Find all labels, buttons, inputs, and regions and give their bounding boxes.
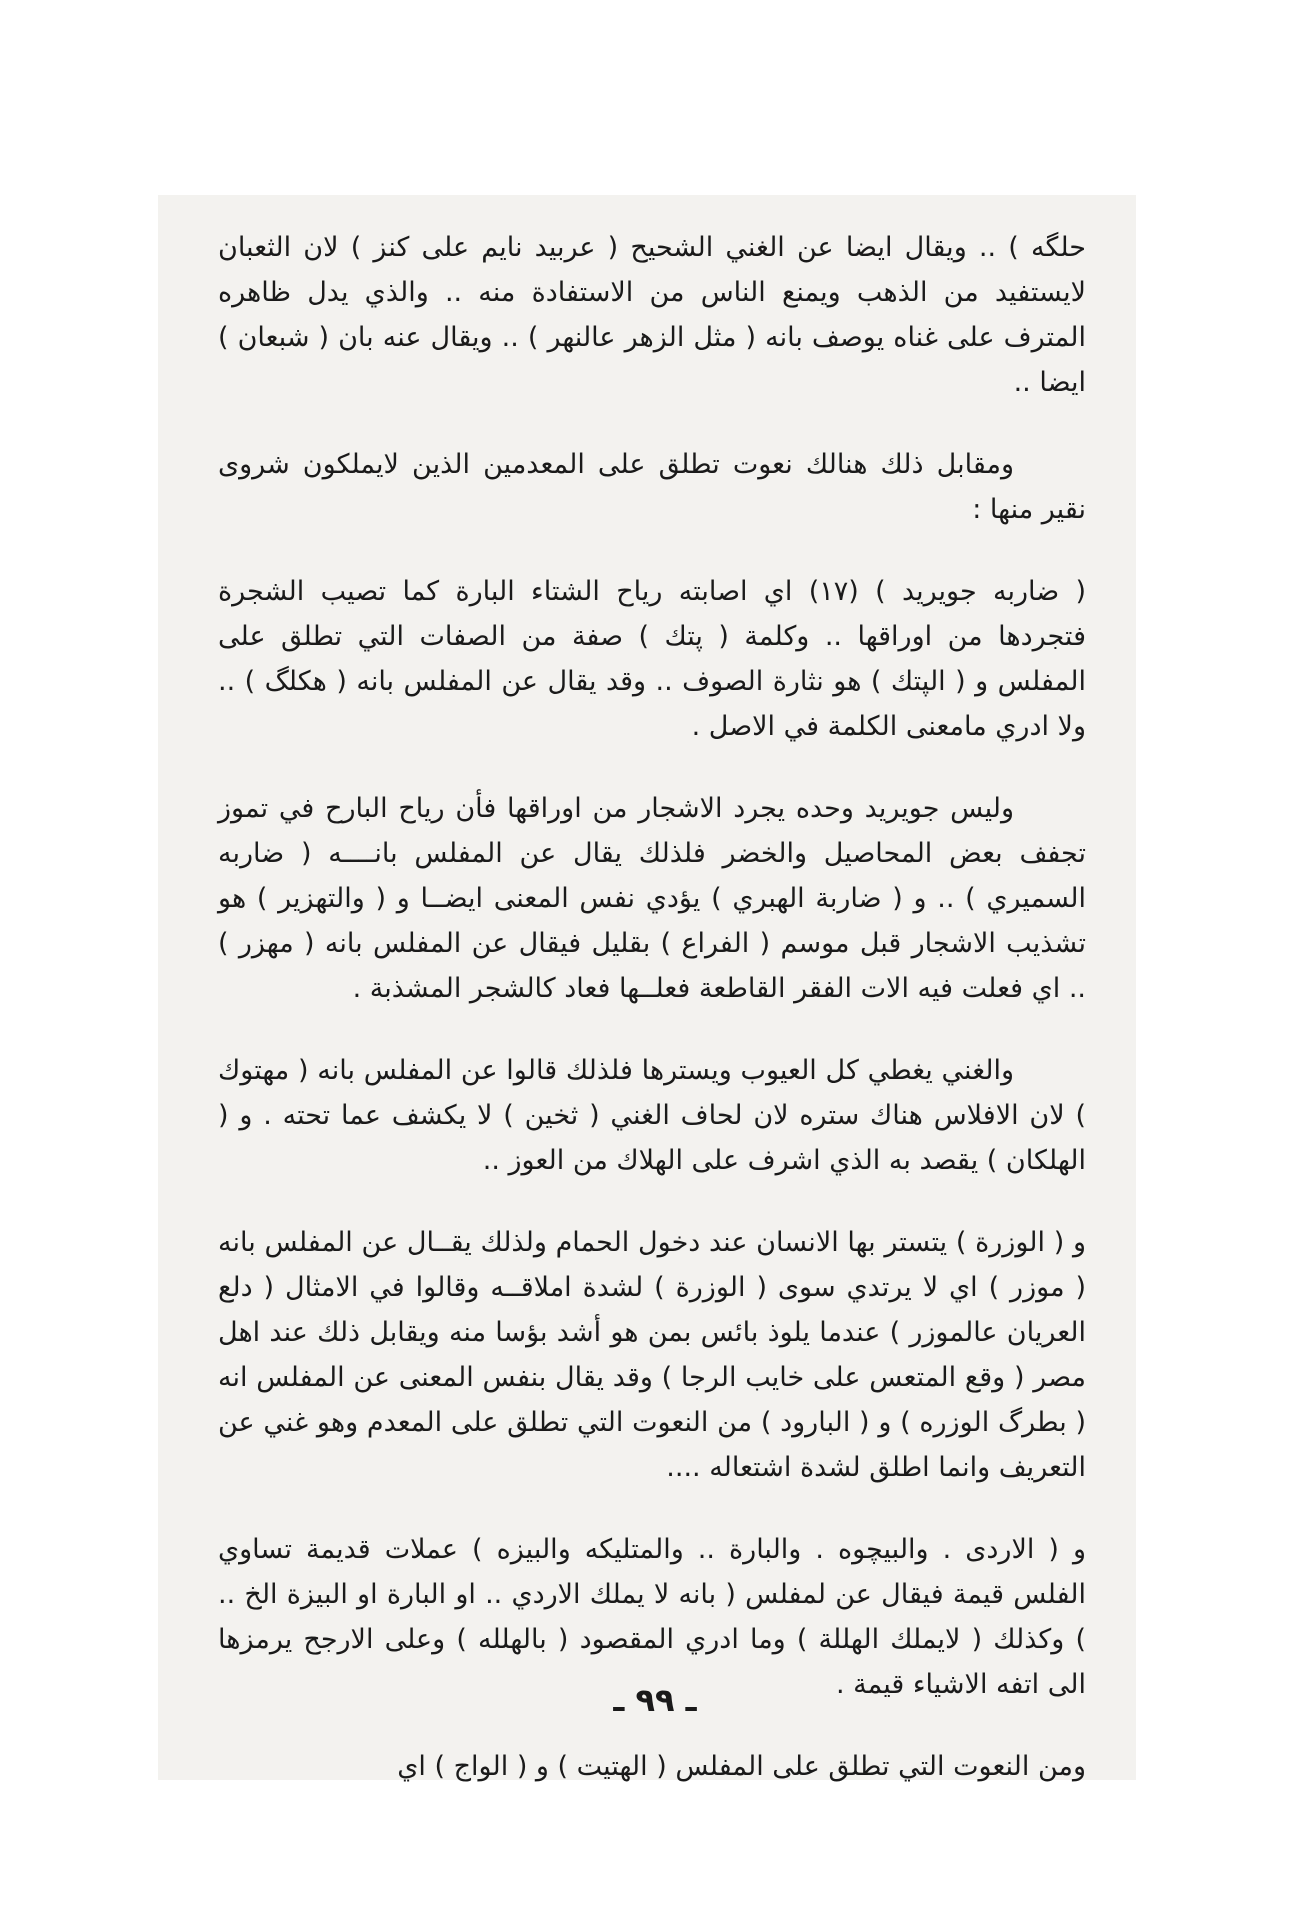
paragraph-1: حلگه ) .. ويقال ايضا عن الغني الشحيح ( عربيد نايم على كنز ) لان الثعبان لايستفيد من الذهب ويمنع الناس من الاستفادة منه .. والذي يدل ظاهره المترف على غناه يوصف بانه ( مثل الزهر عالنهر ) .. ويقال عنه بان ( شبعان ) ايضا .. <box>218 232 1086 398</box>
paragraph-5: والغني يغطي كل العيوب ويسترها فلذلك قالوا عن المفلس بانه ( مهتوك ) لان الافلاس هناك ستره لان لحاف الغني ( ثخين ) لا يكشف عما تحته . و ( الهلكان ) يقصد به الذي اشرف على الهلاك من العوز .. <box>218 1055 1086 1176</box>
paragraph-3: ( ضاربه جويريد ) (١٧) اي اصابته رياح الشتاء البارة كما تصيب الشجرة فتجردها من اوراقها .. وكلمة ( پتك ) صفة من الصفات التي تطلق على المفلس و ( الپتك ) هو نثارة الصوف .. وقد يقال عن المفلس بانه ( هكلگ ) .. ولا ادري مامعنى الكلمة في الاصل . <box>218 576 1086 742</box>
paragraph-8: ومن النعوت التي تطلق على المفلس ( الهتيت ) و ( الواج ) اي <box>397 1751 1086 1782</box>
body-text <box>218 225 1086 1789</box>
paragraph-2: ومقابل ذلك هنالك نعوت تطلق على المعدمين الذين لايملكون شروى نقير منها : <box>218 449 1086 525</box>
paragraph-7: و ( الاردى . والبيچوه . والبارة .. والمتليكه والبيزه ) عملات قديمة تساوي الفلس قيمة فيقال عن لمفلس ( بانه لا يملك الاردي .. او البارة او البيزة الخ .. ) وكذلك ( لايملك الهللة ) وما ادري المقصود ( بالهلله ) وعلى الارجح يرمزها الى اتفه الاشياء قيمة . <box>218 1534 1086 1700</box>
page-number: ـ ٩٩ ـ <box>613 1681 697 1719</box>
paragraph-4: وليس جويريد وحده يجرد الاشجار من اوراقها فأن رياح البارح في تموز تجفف بعض المحاصيل والخضر فلذلك يقال عن المفلس بانــــه ( ضاربه السميري ) .. و ( ضاربة الهبري ) يؤدي نفس المعنى ايضــا و ( والتهزير ) هو تشذيب الاشجار قبل موسم ( الفراع ) بقليل فيقال عن المفلس بانه ( مهزر ) .. اي فعلت فيه الات الفقر القاطعة فعلــها فعاد كالشجر المشذبة . <box>218 793 1086 1004</box>
paragraph-6: و ( الوزرة ) يتستر بها الانسان عند دخول الحمام ولذلك يقــال عن المفلس بانه ( موزر ) اي لا يرتدي سوى ( الوزرة ) لشدة املاقــه وقالوا في الامثال ( دلع العريان عالموزر ) عندما يلوذ بائس بمن هو أشد بؤسا منه ويقابل ذلك عند اهل مصر ( وقع المتعس على خايب الرجا ) وقد يقال بنفس المعنى عن المفلس انه ( بطرگ الوزره ) و ( البارود ) من النعوت التي تطلق على المعدم وهو غني عن التعريف وانما اطلق لشدة اشتعاله .... <box>218 1227 1086 1483</box>
